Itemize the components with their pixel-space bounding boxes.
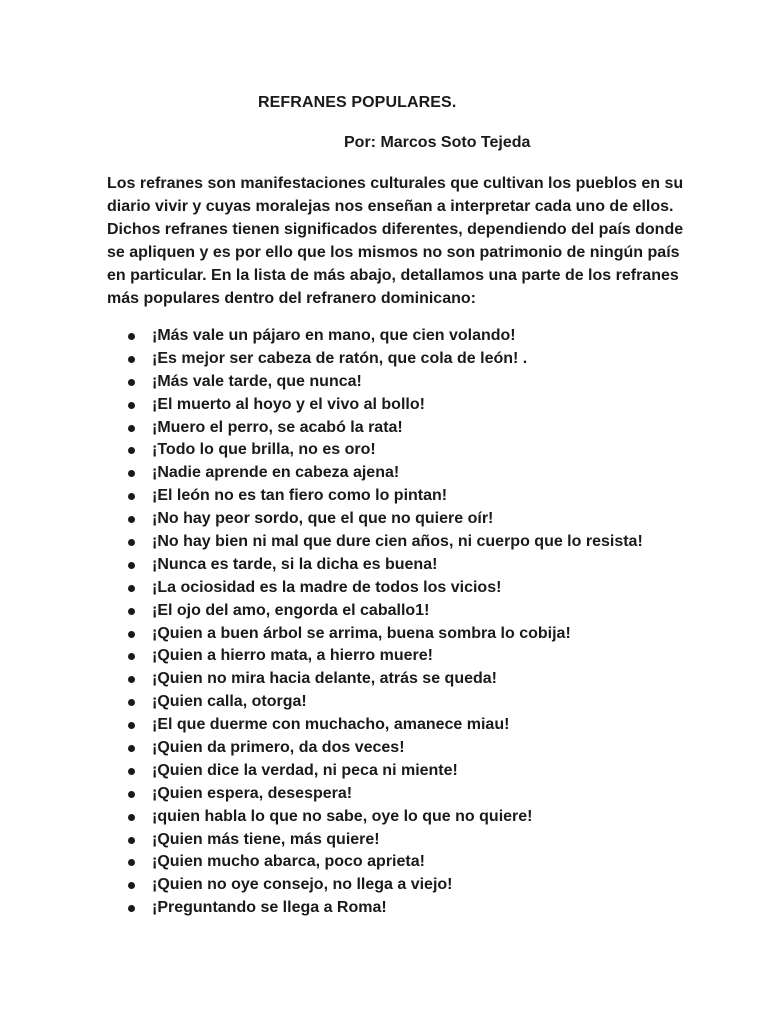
bullet-icon [128, 379, 135, 386]
bullet-icon [128, 653, 135, 660]
refran-text: ¡Quien espera, desespera! [152, 784, 353, 802]
list-item [128, 829, 688, 852]
list-item [128, 531, 688, 554]
list-item [128, 485, 688, 508]
list-item [128, 897, 688, 920]
refran-text: ¡El muerto al hoyo y el vivo al bollo! [152, 395, 425, 413]
bullet-icon [128, 722, 135, 729]
refran-text: ¡Nadie aprende en cabeza ajena! [152, 464, 400, 482]
list-item [128, 623, 688, 646]
refran-text: ¡Quien más tiene, más quiere! [152, 830, 380, 848]
refran-text: ¡Nunca es tarde, si la dicha es buena! [152, 555, 438, 573]
refran-text: ¡La ociosidad es la madre de todos los vicios! [152, 578, 502, 596]
list-item [128, 600, 688, 623]
list-item [128, 714, 688, 737]
bullet-icon [128, 516, 135, 523]
bullet-icon [128, 608, 135, 615]
bullet-icon [128, 470, 135, 477]
bullet-icon [128, 402, 135, 409]
refran-text: ¡Preguntando se llega a Roma! [152, 899, 387, 917]
bullet-icon [128, 539, 135, 546]
list-item [128, 737, 688, 760]
list-item [128, 371, 688, 394]
intro-line: diario vivir y cuyas moralejas nos enseñan a interpretar cada uno de ellos. [107, 198, 674, 215]
bullet-icon [128, 493, 135, 500]
list-item [128, 554, 688, 577]
list-item [128, 691, 688, 714]
refran-text: ¡El ojo del amo, engorda el caballo1! [152, 601, 430, 619]
bullet-icon [128, 745, 135, 752]
bullet-icon [128, 676, 135, 683]
refran-text: ¡Quien da primero, da dos veces! [152, 739, 405, 757]
list-item [128, 508, 688, 531]
refran-text: ¡Quien a buen árbol se arrima, buena sombra lo cobija! [152, 624, 571, 642]
refranes-list [128, 325, 688, 920]
intro-paragraph [107, 172, 684, 310]
refran-text: ¡No hay peor sordo, que el que no quiere oír! [152, 510, 494, 528]
refran-text: ¡Más vale tarde, que nunca! [152, 372, 362, 390]
bullet-icon [128, 837, 135, 844]
bullet-icon [128, 631, 135, 638]
list-item [128, 325, 688, 348]
bullet-icon [128, 768, 135, 775]
refran-text: ¡El león no es tan fiero como lo pintan! [152, 487, 448, 505]
refran-text: ¡Quien calla, otorga! [152, 693, 307, 711]
list-item [128, 348, 688, 371]
refran-text: ¡Quien mucho abarca, poco aprieta! [152, 853, 425, 871]
refran-text: ¡Quien a hierro mata, a hierro muere! [152, 647, 433, 665]
intro-line: Dichos refranes tienen significados diferentes, dependiendo del país donde [107, 221, 684, 238]
refran-text: ¡Todo lo que brilla, no es oro! [152, 441, 376, 459]
bullet-icon [128, 791, 135, 798]
bullet-icon [128, 562, 135, 569]
refran-text: ¡El que duerme con muchacho, amanece miau! [152, 716, 510, 734]
refran-text: ¡Quien dice la verdad, ni peca ni miente! [152, 761, 458, 779]
intro-line: Los refranes son manifestaciones culturales que cultivan los pueblos en su [107, 175, 684, 192]
bullet-icon [128, 447, 135, 454]
refran-text: ¡Quien no oye consejo, no llega a viejo! [152, 876, 453, 894]
list-item [128, 462, 688, 485]
bullet-icon [128, 585, 135, 592]
refran-text: ¡No hay bien ni mal que dure cien años, ni cuerpo que lo resista! [152, 533, 643, 551]
bullet-icon [128, 333, 135, 340]
refran-text: ¡Muero el perro, se acabó la rata! [152, 418, 403, 436]
list-item [128, 394, 688, 417]
list-item [128, 577, 688, 600]
list-item [128, 645, 688, 668]
bullet-icon [128, 814, 135, 821]
intro-line: más populares dentro del refranero dominicano: [107, 290, 476, 307]
document-author: Por: Marcos Soto Tejeda [344, 134, 531, 151]
list-item [128, 806, 688, 829]
bullet-icon [128, 882, 135, 889]
list-item [128, 439, 688, 462]
bullet-icon [128, 699, 135, 706]
bullet-icon [128, 356, 135, 363]
refran-text: ¡Más vale un pájaro en mano, que cien volando! [152, 327, 516, 344]
refran-text: ¡Quien no mira hacia delante, atrás se queda! [152, 670, 497, 688]
intro-line: en particular. En la lista de más abajo, detallamos una parte de los refranes [107, 267, 679, 284]
bullet-icon [128, 905, 135, 912]
bullet-icon [128, 425, 135, 432]
list-item [128, 417, 688, 440]
list-item [128, 760, 688, 783]
list-item [128, 668, 688, 691]
bullet-icon [128, 859, 135, 866]
list-item [128, 783, 688, 806]
list-item [128, 874, 688, 897]
document-title: REFRANES POPULARES. [258, 94, 457, 111]
list-item [128, 851, 688, 874]
refran-text: ¡quien habla lo que no sabe, oye lo que no quiere! [152, 807, 533, 825]
refran-text: ¡Es mejor ser cabeza de ratón, que cola de león! . [152, 349, 528, 367]
intro-line: se apliquen y es por ello que los mismos no son patrimonio de ningún país [107, 244, 680, 261]
